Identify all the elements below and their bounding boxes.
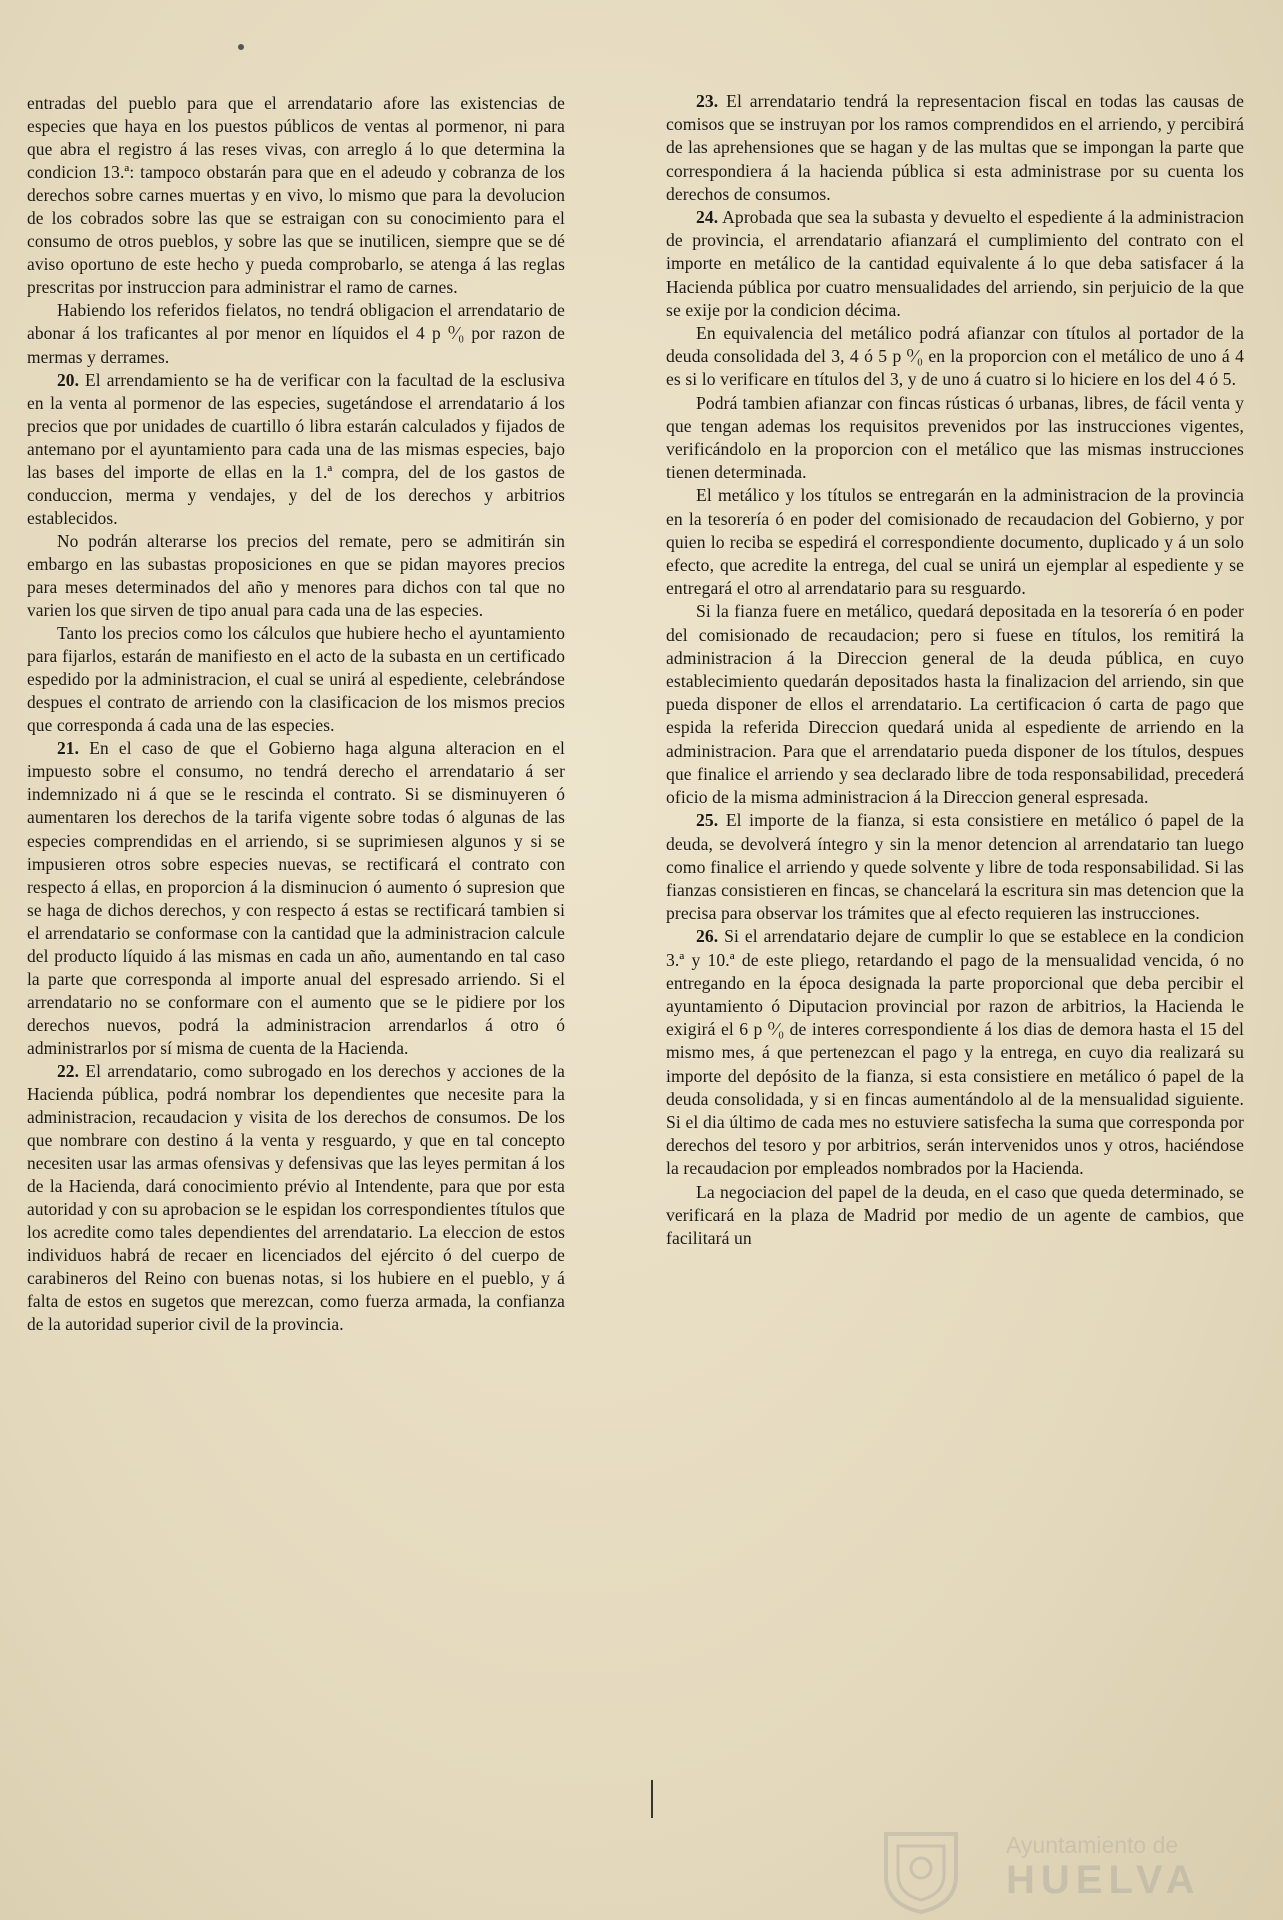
- paragraph: entradas del pueblo para que el arrendatario afore las existencias de especies que haya en los puestos públicos de ventas al pormenor, ni para que abra el registro á las reses vivas, con arreglo á lo que determina la condicion 13.ª: tampoco obstarán para que en el adeudo y cobranza de los derechos sobre carnes muertas y en vivo, lo mismo que para la devolucion de los cobrados sobre las que se estraigan con su conocimiento para el consumo de otros pueblos, y sobre las que se inutilicen, siempre que se dé aviso oportuno de este hecho y pueda comprobarlo, se atenga á las reglas prescritas por instruccion para administrar el ramo de carnes.: [27, 93, 565, 298]
- paragraph: Habiendo los referidos fielatos, no tendrá obligacion el arrendatario de abonar á los traficantes al por menor en líquidos el 4 p ⁰⁄₀ por razon de mermas y derrames.: [27, 300, 565, 367]
- left-column: [27, 92, 565, 1337]
- paragraph: El metálico y los títulos se entregarán en la administracion de la provincia en la tesorería ó en poder del comisionado de recaudacion del Gobierno, y por quien lo reciba se espedirá el correspondiente documento, duplicado y á un solo efecto, que acredite la entrega, del cual se unirá un ejemplar al espediente y se entregará el otro al arrendatario para su resguardo.: [666, 485, 1244, 599]
- right-column: [666, 90, 1244, 1250]
- watermark: [878, 1828, 1208, 1908]
- paragraph: Si la fianza fuere en metálico, quedará depositada en la tesorería ó en poder del comisionado de recaudacion; pero si fuese en títulos, los remitirá la administracion á la Direccion general de la deuda pública, en cuyo establecimiento quedarán depositados hasta la finalizacion del arriendo, sin que pueda disponer de ellos el arrendatario. La certificacion ó carta de pago que espida la referida Direccion quedará unida al espediente de arriendo en la administracion. Para que el arrendatario pueda disponer de los títulos, despues que finalice el arriendo y sea declarado libre de toda responsabilidad, precederá oficio de la misma administracion á la Direccion general espresada.: [666, 601, 1244, 808]
- paragraph: En equivalencia del metálico podrá afianzar con títulos al portador de la deuda consolidada del 3, 4 ó 5 p ⁰⁄₀ en la proporcion con el metálico de uno á 4 es si lo verificare en títulos del 3, y de uno á cuatro si lo hiciere en los del 4 ó 5.: [666, 323, 1244, 390]
- paragraph: 22. El arrendatario, como subrogado en los derechos y acciones de la Hacienda pública, podrá nombrar los dependientes que necesite para la administracion, recaudacion y visita de los derechos de consumos. De los que nombrare con destino á la venta y resguardo, y que en tal concepto necesiten usar las armas ofensivas y defensivas que las leyes permitan á los de la Hacienda, dará conocimiento prévio al Intendente, para que por esta autoridad y con su aprobacion se le espidan los correspondientes títulos que los acredite como tales dependientes del arrendatario. La eleccion de estos individuos habrá de recaer en licenciados del ejército ó del cuerpo de carabineros del Reino con buenas notas, si los hubiere en el pueblo, y á falta de estos en sugetos que merezcan, como fuerza armada, la confianza de la autoridad superior civil de la provincia.: [27, 1060, 565, 1335]
- column-divider: [651, 1780, 653, 1818]
- paragraph: Podrá tambien afianzar con fincas rústicas ó urbanas, libres, de fácil venta y que tengan ademas los requisitos prevenidos por las instrucciones vigentes, verificándolo en la proporcion con el metálico que las mismas instrucciones tienen determinada.: [666, 392, 1244, 483]
- ink-dot: [238, 44, 244, 50]
- paragraph: 23. El arrendatario tendrá la representacion fiscal en todas las causas de comisos que se instruyan por los ramos comprendidos en el arriendo, y percibirá de las aprehensiones que se hagan y de las multas que se impongan la parte que correspondiera á la hacienda pública si esta administrase por su cuenta los derechos de consumos.: [666, 91, 1244, 204]
- paragraph: 26. Si el arrendatario dejare de cumplir lo que se establece en la condicion 3.ª y 10.ª de este pliego, retardando el pago de la mensualidad vencida, ó no entregando en la época designada la parte proporcional que deba percibir el ayuntamiento ó Diputacion provincial por razon de arbitrios, la Hacienda le exigirá el 6 p ⁰⁄₀ de interes correspondiente á los dias de demora hasta el 15 del mismo mes, á que pertenezcan el pago y la entrega, en cuyo dia realizará su importe del depósito de la fianza, si esta consistiere en metálico ó papel de la deuda consolidada, y si en fincas aumentándolo al de la mensualidad siguiente. Si el dia último de cada mes no estuviere satisfecha la suma que corresponda por derechos del tesoro y por arbitrios, serán intervenidos unos y otros, haciéndose la recaudacion por empleados nombrados por la Hacienda.: [666, 926, 1244, 1179]
- paragraph: 25. El importe de la fianza, si esta consistiere en metálico ó papel de la deuda, se devolverá íntegro y sin la menor detencion al arrendatario tan luego como finalice el arriendo y quede solvente y libre de toda responsabilidad. Si las fianzas consistieren en fincas, se chancelará la escritura sin mas detencion que la precisa para observar los trámites que al efecto requieren las instrucciones.: [666, 810, 1245, 924]
- paragraph: 24. Aprobada que sea la subasta y devuelto el espediente á la administracion de provincia, el arrendatario afianzará el cumplimiento del contrato con el importe en metálico de la cantidad equivalente á lo que deba satisfacer á la Hacienda pública por cuatro mensualidades del arriendo, sin perjuicio de la que se exije por la condicion décima.: [666, 207, 1245, 320]
- paragraph: La negociacion del papel de la deuda, en el caso que queda determinado, se verificará en la plaza de Madrid por medio de un agente de cambios, que facilitará un: [666, 1181, 1244, 1248]
- watermark-line-2: HUELVA: [1006, 1858, 1201, 1902]
- city-seal-icon: [878, 1828, 964, 1914]
- paragraph: Tanto los precios como los cálculos que hubiere hecho el ayuntamiento para fijarlos, estarán de manifiesto en el acto de la subasta en un certificado espedido por la administracion, el cual se unirá al espediente, celebrándose despues el contrato de arriendo con la clasificacion de los mismos precios que corresponda á cada una de las especies.: [27, 623, 565, 736]
- paragraph: 20. El arrendamiento se ha de verificar con la facultad de la esclusiva en la venta al pormenor de las especies, sugetándose el arrendatario á los precios que por unidades de cuartillo ó libra estarán calculados y fijados de antemano por el ayuntamiento para cada una de las mismas especies, bajo las bases del importe de ellas en la 1.ª compra, del de los gastos de conduccion, merma y vendajes, y del de los derechos y arbitrios establecidos.: [27, 369, 566, 528]
- paragraph: No podrán alterarse los precios del remate, pero se admitirán sin embargo en las subastas proposiciones en que se pidan mayores precios para meses determinados del año y menores para dichos con tal que no varien los que sirven de tipo anual para cada una de las especies.: [27, 530, 565, 621]
- paragraph: 21. En el caso de que el Gobierno haga alguna alteracion en el impuesto sobre el consumo, no tendrá derecho el arrendatario á ser indemnizado ni á que se le rescinda el contrato. Si se disminuyeren ó aumentaren los derechos de la tarifa vigente sobre todas ó algunas de las especies comprendidas en el arriendo, si se suprimiesen algunos y si se impusieren otros sobre especies nuevas, se rectificará el contrato con respecto á ellas, en proporcion á la disminucion ó aumento ó supresion que se haga de dichos derechos, y con respecto á estas se rectificará tambien si el arrendatario se conformase con la cantidad que la administracion calcule del producto líquido á las mismas en cada un año, aumentando en tal caso la parte que corresponda al importe anual del espresado arriendo. Si el arrendatario no se conformare con el aumento que se le pidiere por los derechos nuevos, podrá la administracion arrendarlos á otro ó administrarlos por sí misma de cuenta de la Hacienda.: [27, 738, 565, 1058]
- watermark-line-1: Ayuntamiento de: [1006, 1832, 1179, 1858]
